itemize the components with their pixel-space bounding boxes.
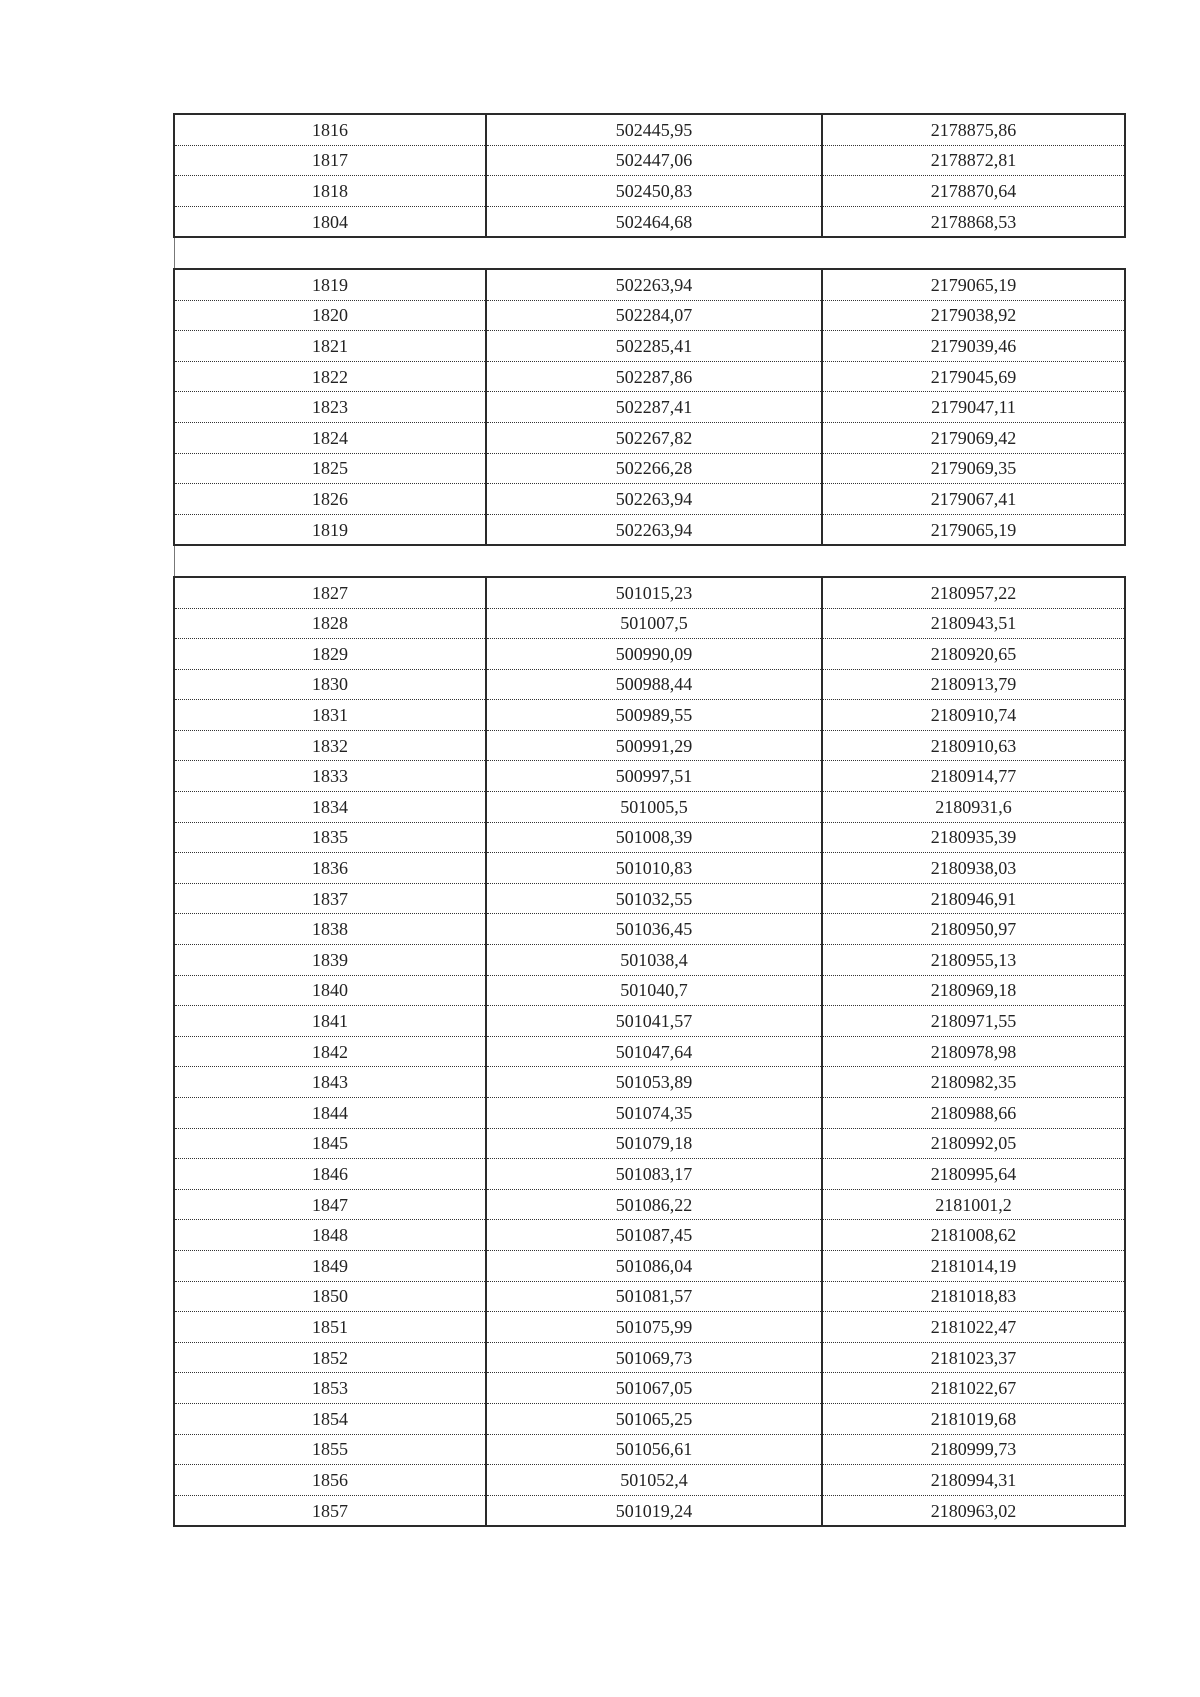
table-row	[174, 639, 1125, 670]
point-number-cell: 1845	[174, 1128, 486, 1159]
y-coordinate-cell: 2180943,51	[822, 608, 1125, 639]
table-row	[174, 853, 1125, 884]
separator-cell	[486, 545, 1125, 577]
table-row	[174, 761, 1125, 792]
point-number-cell: 1819	[174, 269, 486, 300]
point-number-cell: 1834	[174, 792, 486, 823]
y-coordinate-cell: 2180935,39	[822, 822, 1125, 853]
table-row	[174, 514, 1125, 545]
y-coordinate-cell: 2180963,02	[822, 1495, 1125, 1526]
point-number-cell: 1825	[174, 453, 486, 484]
table-row	[174, 331, 1125, 362]
table-row	[174, 1220, 1125, 1251]
x-coordinate-cell: 501019,24	[486, 1495, 822, 1526]
y-coordinate-cell: 2180957,22	[822, 577, 1125, 608]
group-separator	[174, 545, 1125, 577]
coordinate-table-page	[173, 113, 1124, 1527]
x-coordinate-cell: 501067,05	[486, 1373, 822, 1404]
table-row	[174, 1342, 1125, 1373]
x-coordinate-cell: 501010,83	[486, 853, 822, 884]
point-number-cell: 1804	[174, 206, 486, 237]
table-row	[174, 883, 1125, 914]
x-coordinate-cell: 501081,57	[486, 1281, 822, 1312]
y-coordinate-cell: 2179065,19	[822, 269, 1125, 300]
table-row	[174, 1189, 1125, 1220]
y-coordinate-cell: 2180955,13	[822, 945, 1125, 976]
point-number-cell: 1835	[174, 822, 486, 853]
point-number-cell: 1844	[174, 1098, 486, 1129]
point-number-cell: 1854	[174, 1403, 486, 1434]
point-number-cell: 1841	[174, 1006, 486, 1037]
point-number-cell: 1831	[174, 700, 486, 731]
y-coordinate-cell: 2180950,97	[822, 914, 1125, 945]
table-row	[174, 453, 1125, 484]
x-coordinate-cell: 502445,95	[486, 114, 822, 145]
point-number-cell: 1840	[174, 975, 486, 1006]
x-coordinate-cell: 501086,22	[486, 1189, 822, 1220]
x-coordinate-cell: 502266,28	[486, 453, 822, 484]
point-number-cell: 1824	[174, 422, 486, 453]
point-number-cell: 1838	[174, 914, 486, 945]
y-coordinate-cell: 2180999,73	[822, 1434, 1125, 1465]
x-coordinate-cell: 501056,61	[486, 1434, 822, 1465]
point-number-cell: 1849	[174, 1250, 486, 1281]
point-number-cell: 1826	[174, 484, 486, 515]
point-number-cell: 1853	[174, 1373, 486, 1404]
table-row	[174, 422, 1125, 453]
point-number-cell: 1830	[174, 669, 486, 700]
point-number-cell: 1846	[174, 1159, 486, 1190]
x-coordinate-cell: 500990,09	[486, 639, 822, 670]
point-number-cell: 1856	[174, 1465, 486, 1496]
table-row	[174, 1128, 1125, 1159]
y-coordinate-cell: 2180910,74	[822, 700, 1125, 731]
point-number-cell: 1843	[174, 1067, 486, 1098]
point-number-cell: 1852	[174, 1342, 486, 1373]
table-row	[174, 1281, 1125, 1312]
y-coordinate-cell: 2180931,6	[822, 792, 1125, 823]
x-coordinate-cell: 502285,41	[486, 331, 822, 362]
y-coordinate-cell: 2180995,64	[822, 1159, 1125, 1190]
point-number-cell: 1819	[174, 514, 486, 545]
point-number-cell: 1821	[174, 331, 486, 362]
point-number-cell: 1855	[174, 1434, 486, 1465]
table-row	[174, 1250, 1125, 1281]
x-coordinate-cell: 500988,44	[486, 669, 822, 700]
y-coordinate-cell: 2181001,2	[822, 1189, 1125, 1220]
point-number-cell: 1839	[174, 945, 486, 976]
y-coordinate-cell: 2180938,03	[822, 853, 1125, 884]
y-coordinate-cell: 2179069,35	[822, 453, 1125, 484]
x-coordinate-cell: 501079,18	[486, 1128, 822, 1159]
x-coordinate-cell: 501036,45	[486, 914, 822, 945]
table-row	[174, 1159, 1125, 1190]
point-number-cell: 1829	[174, 639, 486, 670]
y-coordinate-cell: 2180946,91	[822, 883, 1125, 914]
coordinate-table	[173, 113, 1126, 1527]
table-row	[174, 730, 1125, 761]
table-row	[174, 975, 1125, 1006]
separator-cell	[174, 237, 486, 269]
y-coordinate-cell: 2178875,86	[822, 114, 1125, 145]
y-coordinate-cell: 2181008,62	[822, 1220, 1125, 1251]
x-coordinate-cell: 501040,7	[486, 975, 822, 1006]
table-row	[174, 669, 1125, 700]
table-row	[174, 1067, 1125, 1098]
y-coordinate-cell: 2180988,66	[822, 1098, 1125, 1129]
table-row	[174, 269, 1125, 300]
table-row	[174, 1403, 1125, 1434]
point-number-cell: 1816	[174, 114, 486, 145]
x-coordinate-cell: 501015,23	[486, 577, 822, 608]
point-number-cell: 1828	[174, 608, 486, 639]
y-coordinate-cell: 2181023,37	[822, 1342, 1125, 1373]
x-coordinate-cell: 502287,86	[486, 361, 822, 392]
y-coordinate-cell: 2180971,55	[822, 1006, 1125, 1037]
x-coordinate-cell: 501083,17	[486, 1159, 822, 1190]
y-coordinate-cell: 2179039,46	[822, 331, 1125, 362]
x-coordinate-cell: 501005,5	[486, 792, 822, 823]
separator-cell	[486, 237, 1125, 269]
table-row	[174, 300, 1125, 331]
x-coordinate-cell: 502447,06	[486, 145, 822, 176]
x-coordinate-cell: 501086,04	[486, 1250, 822, 1281]
table-row	[174, 1465, 1125, 1496]
point-number-cell: 1823	[174, 392, 486, 423]
table-row	[174, 361, 1125, 392]
table-row	[174, 114, 1125, 145]
table-row	[174, 945, 1125, 976]
x-coordinate-cell: 502263,94	[486, 269, 822, 300]
y-coordinate-cell: 2179045,69	[822, 361, 1125, 392]
point-number-cell: 1833	[174, 761, 486, 792]
y-coordinate-cell: 2178870,64	[822, 176, 1125, 207]
x-coordinate-cell: 501075,99	[486, 1312, 822, 1343]
table-row	[174, 206, 1125, 237]
point-number-cell: 1820	[174, 300, 486, 331]
y-coordinate-cell: 2179069,42	[822, 422, 1125, 453]
y-coordinate-cell: 2180978,98	[822, 1036, 1125, 1067]
x-coordinate-cell: 500989,55	[486, 700, 822, 731]
table-row	[174, 608, 1125, 639]
table-row	[174, 914, 1125, 945]
point-number-cell: 1850	[174, 1281, 486, 1312]
point-number-cell: 1851	[174, 1312, 486, 1343]
x-coordinate-cell: 501047,64	[486, 1036, 822, 1067]
y-coordinate-cell: 2179067,41	[822, 484, 1125, 515]
y-coordinate-cell: 2181014,19	[822, 1250, 1125, 1281]
y-coordinate-cell: 2181018,83	[822, 1281, 1125, 1312]
y-coordinate-cell: 2180910,63	[822, 730, 1125, 761]
y-coordinate-cell: 2180914,77	[822, 761, 1125, 792]
point-number-cell: 1837	[174, 883, 486, 914]
x-coordinate-cell: 501041,57	[486, 1006, 822, 1037]
y-coordinate-cell: 2180994,31	[822, 1465, 1125, 1496]
y-coordinate-cell: 2179065,19	[822, 514, 1125, 545]
x-coordinate-cell: 501032,55	[486, 883, 822, 914]
x-coordinate-cell: 501052,4	[486, 1465, 822, 1496]
x-coordinate-cell: 502464,68	[486, 206, 822, 237]
x-coordinate-cell: 502263,94	[486, 514, 822, 545]
x-coordinate-cell: 501008,39	[486, 822, 822, 853]
point-number-cell: 1848	[174, 1220, 486, 1251]
y-coordinate-cell: 2180992,05	[822, 1128, 1125, 1159]
y-coordinate-cell: 2180920,65	[822, 639, 1125, 670]
x-coordinate-cell: 501069,73	[486, 1342, 822, 1373]
table-row	[174, 577, 1125, 608]
coordinate-table-body	[174, 114, 1125, 1526]
table-row	[174, 1006, 1125, 1037]
x-coordinate-cell: 500997,51	[486, 761, 822, 792]
x-coordinate-cell: 501053,89	[486, 1067, 822, 1098]
y-coordinate-cell: 2178872,81	[822, 145, 1125, 176]
table-row	[174, 1434, 1125, 1465]
y-coordinate-cell: 2178868,53	[822, 206, 1125, 237]
y-coordinate-cell: 2180982,35	[822, 1067, 1125, 1098]
point-number-cell: 1818	[174, 176, 486, 207]
table-row	[174, 392, 1125, 423]
x-coordinate-cell: 501007,5	[486, 608, 822, 639]
y-coordinate-cell: 2179038,92	[822, 300, 1125, 331]
point-number-cell: 1827	[174, 577, 486, 608]
x-coordinate-cell: 501038,4	[486, 945, 822, 976]
x-coordinate-cell: 502284,07	[486, 300, 822, 331]
table-row	[174, 1312, 1125, 1343]
x-coordinate-cell: 502450,83	[486, 176, 822, 207]
point-number-cell: 1822	[174, 361, 486, 392]
point-number-cell: 1817	[174, 145, 486, 176]
point-number-cell: 1842	[174, 1036, 486, 1067]
table-row	[174, 484, 1125, 515]
table-row	[174, 700, 1125, 731]
x-coordinate-cell: 501074,35	[486, 1098, 822, 1129]
y-coordinate-cell: 2179047,11	[822, 392, 1125, 423]
y-coordinate-cell: 2181022,67	[822, 1373, 1125, 1404]
point-number-cell: 1847	[174, 1189, 486, 1220]
group-separator	[174, 237, 1125, 269]
y-coordinate-cell: 2180969,18	[822, 975, 1125, 1006]
x-coordinate-cell: 501087,45	[486, 1220, 822, 1251]
x-coordinate-cell: 501065,25	[486, 1403, 822, 1434]
x-coordinate-cell: 502267,82	[486, 422, 822, 453]
table-row	[174, 1036, 1125, 1067]
y-coordinate-cell: 2181019,68	[822, 1403, 1125, 1434]
x-coordinate-cell: 500991,29	[486, 730, 822, 761]
y-coordinate-cell: 2180913,79	[822, 669, 1125, 700]
y-coordinate-cell: 2181022,47	[822, 1312, 1125, 1343]
table-row	[174, 1098, 1125, 1129]
table-row	[174, 1495, 1125, 1526]
table-row	[174, 1373, 1125, 1404]
table-row	[174, 822, 1125, 853]
x-coordinate-cell: 502263,94	[486, 484, 822, 515]
separator-cell	[174, 545, 486, 577]
table-row	[174, 145, 1125, 176]
point-number-cell: 1857	[174, 1495, 486, 1526]
table-row	[174, 176, 1125, 207]
point-number-cell: 1836	[174, 853, 486, 884]
table-row	[174, 792, 1125, 823]
point-number-cell: 1832	[174, 730, 486, 761]
x-coordinate-cell: 502287,41	[486, 392, 822, 423]
